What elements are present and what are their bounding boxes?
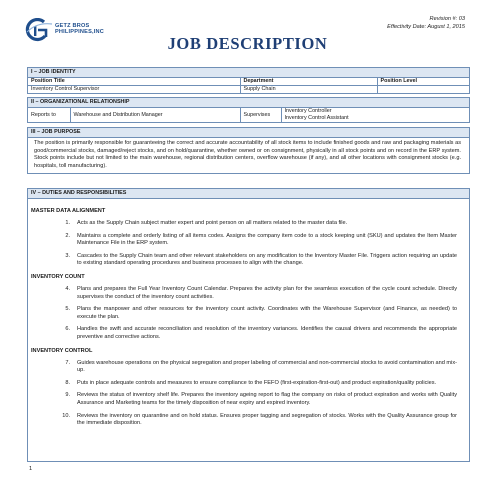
duty-number: 5.	[65, 306, 70, 313]
duty-text: Acts as the Supply Chain subject matter expert and point person on all matters related to the master data file.	[77, 220, 348, 226]
job-purpose-text: The position is primarily responsible for guaranteeing the correct and accurate accountability of all stock items to include finished goods and raw and packaging materials as good/commercial stocks, damaged/reject stocks, and on hold/quarantine, whether owned or on consignment, physically in all stock points and on record in the ERP system. Stock points include but not limited to the main warehouse, regional distribution centers, overflow warehouse (if any), and all other locations with consignment stocks (e.g. hospitals, toll manufacturing).	[34, 140, 461, 169]
job-purpose-heading: III – JOB PURPOSE	[28, 128, 469, 138]
duty-item	[31, 413, 463, 428]
duty-text: Reviews the inventory on quarantine and on hold status. Ensures proper tagging and segregation of stocks. Works with the Quality Assurance group for the immediate disposition.	[77, 412, 457, 427]
duty-text: Reviews the status of inventory shelf life. Prepares the inventory ageing report to flag the company on risks of product expiration and works with Quality Assurance and Marketing teams for the timely disposition of near expiry and expired inventory.	[77, 392, 457, 406]
duties-body	[28, 199, 469, 428]
revision-info	[387, 16, 465, 31]
duty-text: Handles the swift and accurate reconciliation and resolution of the inventory variances. Identifies the causal drivers and recommends the appropriate preventive and corrective actions.	[77, 326, 457, 340]
duty-text: Guides warehouse operations on the physical segregation and proper labeling of commercial and non-commercial stocks to avoid contamination and mix-up.	[77, 359, 457, 374]
duty-item	[31, 360, 463, 375]
department-label: Department	[240, 78, 377, 86]
reports-to-value: Warehouse and Distribution Manager	[70, 108, 240, 122]
logo-line-2: PHILIPPINES,INC	[55, 29, 105, 36]
duty-number: 3.	[65, 252, 70, 259]
supervises-item-1: Inventory Controller	[284, 108, 332, 114]
duty-number: 8.	[65, 379, 70, 386]
duties-heading: IV – DUTIES AND RESPONSIBILITIES	[28, 189, 469, 199]
identity-value-row	[28, 86, 469, 94]
duty-text: Puts in place adequate controls and measures to ensure compliance to the FEFO (first-expiration-first-out) and product expiration/quality policies.	[77, 379, 437, 386]
supervises-label: Supervises	[240, 108, 281, 122]
duty-item	[31, 326, 463, 341]
duty-text: Cascades to the Supply Chain team and other relevant stakeholders on any modification to the Inventory Master File. Triggers action requiring an update to existing standard operating procedures and business processes to align with the change.	[77, 252, 457, 267]
duty-item	[31, 220, 463, 228]
duty-number: 10.	[62, 412, 70, 419]
duty-item	[31, 253, 463, 268]
duty-item	[31, 380, 463, 388]
org-row	[28, 108, 469, 122]
revision-number: Revision #: 03	[429, 16, 465, 22]
duty-text: Plans the manpower and other resources for the inventory count activity. Coordinates with the Warehouse Supervisor (and Finance, as needed) to execute the plan.	[77, 306, 457, 320]
duty-group-title: MASTER DATA ALIGNMENT	[31, 208, 106, 214]
duty-item	[31, 286, 463, 301]
org-relationship-section	[27, 97, 470, 123]
org-relationship-table	[28, 108, 469, 122]
duty-group-title: INVENTORY CONTROL	[31, 347, 93, 354]
supervises-item-2: Inventory Control Assistant	[284, 115, 349, 121]
supervises-value	[281, 108, 469, 122]
job-identity-heading: I – JOB IDENTITY	[28, 68, 469, 78]
duty-number: 9.	[65, 392, 70, 399]
duty-text: Plans and prepares the Full Year Inventory Count Calendar. Prepares the activity plan for the seamless execution of the cycle count schedule. Directly supervises the conduct of the inventory count activities.	[77, 285, 457, 300]
job-purpose-section	[27, 127, 470, 174]
duty-item	[31, 306, 463, 321]
duty-item	[31, 233, 463, 248]
duty-group-title: INVENTORY COUNT	[31, 273, 85, 280]
duty-item	[31, 392, 463, 407]
position-level-value	[377, 86, 469, 94]
job-identity-table	[28, 78, 469, 93]
reports-to-label: Reports to	[28, 108, 70, 122]
page-title: JOB DESCRIPTION	[167, 34, 328, 53]
duty-number: 2.	[65, 232, 70, 239]
duty-number: 4.	[65, 285, 70, 292]
org-relationship-heading: II – ORGANIZATIONAL RELATIONSHIP	[28, 98, 469, 108]
duty-text: Maintains a complete and orderly listing of all items codes. Assigns the company item code to a stock keeping unit (SKU) and updates the Item Master Maintenance File in the ERP system.	[77, 232, 457, 247]
duty-number: 7.	[65, 359, 70, 366]
job-identity-section	[27, 67, 470, 94]
department-value: Supply Chain	[240, 86, 377, 94]
page-number: 1	[29, 466, 33, 472]
position-title-label: Position Title	[28, 78, 240, 86]
duty-number: 6.	[65, 326, 70, 333]
logo-line-1: GETZ BROS	[55, 23, 90, 29]
position-title-value: Inventory Control Supervisor	[28, 86, 240, 94]
effectivity-date: Effectivity Date: August 1, 2015	[387, 23, 465, 30]
position-level-label: Position Level	[377, 78, 469, 86]
duties-section	[27, 188, 470, 462]
duty-number: 1.	[65, 220, 70, 226]
identity-header-row	[28, 78, 469, 86]
